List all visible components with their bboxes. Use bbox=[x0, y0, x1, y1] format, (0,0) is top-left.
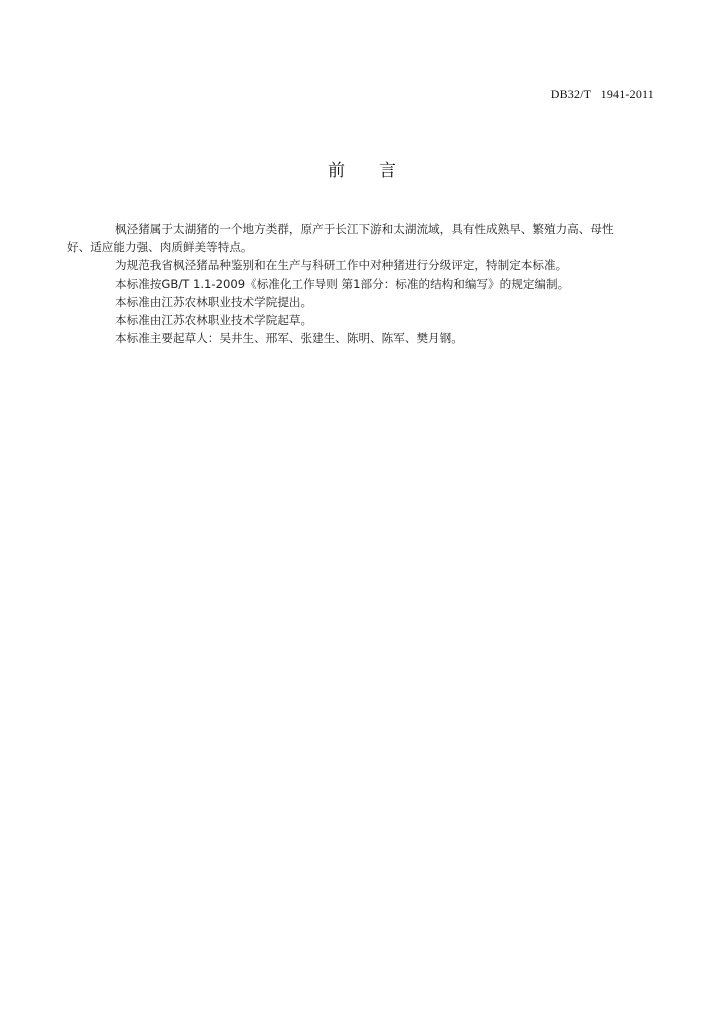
paragraph-breed-description bbox=[67, 220, 669, 256]
paragraph-purpose: 为规范我省枫泾猪品种鉴别和在生产与科研工作中对种猪进行分级评定，特制定本标准。 bbox=[115, 258, 568, 273]
paragraph-line: 枫泾猪属于太湖猪的一个地方类群，原产于长江下游和太湖流域，具有性成熟早、繁殖力高、母性 bbox=[115, 222, 614, 236]
title-char-2: 言 bbox=[379, 161, 396, 181]
paragraph-proposer: 本标准由江苏农林职业技术学院提出。 bbox=[115, 294, 313, 309]
standard-code: DB32/T 1941-2011 bbox=[550, 87, 654, 101]
paragraph-line-continued: 好、适应能力强、肉质鲜美等特点。 bbox=[67, 240, 253, 255]
paragraph-drafting-unit: 本标准由江苏农林职业技术学院起草。 bbox=[115, 313, 313, 328]
paragraph-drafters: 本标准主要起草人：吴井生、邢军、张建生、陈明、陈军、樊月钢。 bbox=[115, 331, 463, 346]
page-title bbox=[0, 156, 724, 181]
paragraph-drafting-rules: 本标准按GB/T 1.1-2009《标准化工作导则 第1部分：标准的结构和编写》的规定编制。 bbox=[115, 276, 570, 291]
foreword-body bbox=[67, 220, 669, 347]
title-char-1: 前 bbox=[328, 161, 345, 181]
